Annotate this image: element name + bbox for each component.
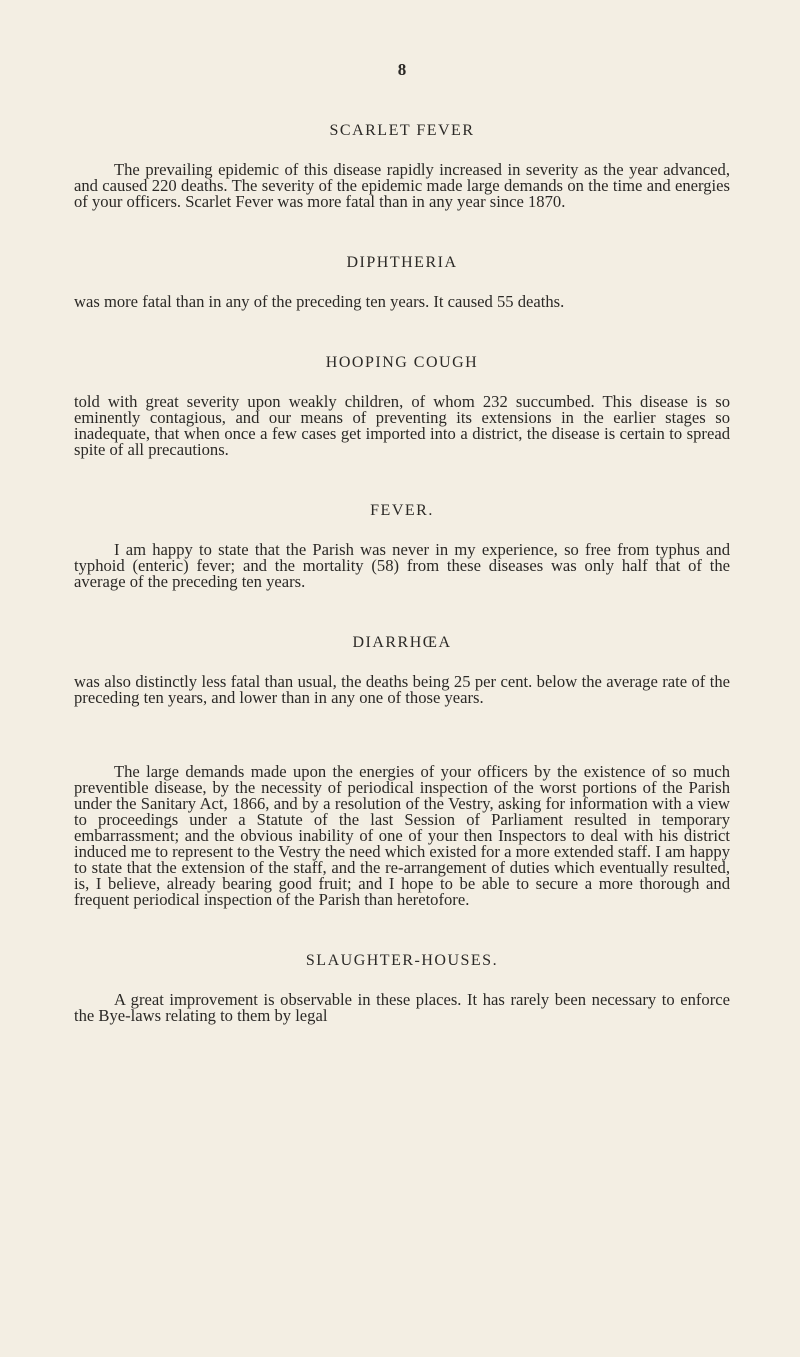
section-general-remarks (74, 764, 730, 908)
section-text: The prevailing epidemic of this disease rapidly increased in severity as the year advanced, and caused 220 deaths. The severity of the epidemic made large demands on the time and energies of your officers. Scarlet Fever was more fatal than in any year since 1870. (74, 160, 730, 211)
section-heading: DIARRHŒA (352, 634, 452, 651)
section-scarlet-fever (74, 122, 730, 210)
section-text: told with great severity upon weakly children, of whom 232 succumbed. This disease is so eminently contagious, and our means of preventing its extensions in the earlier stages so inadequate, that when once a few cases get imported into a district, the disease is certain to spread spite of all precautions. (74, 392, 730, 459)
section-text: A great improvement is observable in these places. It has rarely been necessary to enforce the Bye-laws relating to them by legal (74, 990, 730, 1025)
section-hooping-cough (74, 354, 730, 458)
section-heading: HOOPING COUGH (325, 354, 479, 371)
section-fever (74, 502, 730, 590)
page-number: 8 (397, 60, 407, 79)
section-diphtheria (74, 254, 730, 310)
section-text: I am happy to state that the Parish was never in my experience, so free from typhus and typhoid (enteric) fever; and the mortality (58) from these diseases was only half that of the average of the preceding ten years. (74, 540, 730, 591)
section-heading: FEVER. (370, 502, 434, 519)
section-diarrhoea (74, 634, 730, 706)
section-heading: SCARLET FEVER (329, 122, 475, 139)
section-slaughter-houses (74, 952, 730, 1024)
section-text: was also distinctly less fatal than usual, the deaths being 25 per cent. below the average rate of the preceding ten years, and lower than in any one of those years. (74, 672, 730, 707)
general-paragraph: The large demands made upon the energies of your officers by the existence of so much preventible disease, by the necessity of periodical inspection of the worst portions of the Parish under the Sanitary Act, 1866, and by a resolution of the Vestry, asking for information with a view to proceedings under a Statute of the last Session of Parliament resulted in temporary embarrassment; and the obvious inability of one of your then Inspectors to deal with his district induced me to represent to the Vestry the need which existed for a more extended staff. I am happy to state that the extension of the staff, and the re-arrangement of duties which eventually resulted, is, I believe, already bearing good fruit; and I hope to be able to secure a more thorough and frequent periodical inspection of the Parish than heretofore. (74, 762, 731, 909)
section-heading: SLAUGHTER-HOUSES. (305, 952, 499, 969)
section-heading: DIPHTHERIA (346, 254, 458, 271)
section-text: was more fatal than in any of the preceding ten years. It caused 55 deaths. (74, 292, 565, 311)
